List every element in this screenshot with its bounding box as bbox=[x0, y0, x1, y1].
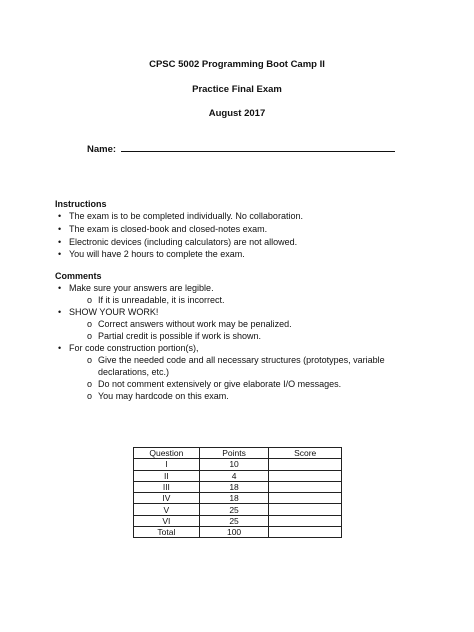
bullet-mark: • bbox=[58, 307, 62, 317]
points-cell: 18 bbox=[199, 493, 269, 504]
sub-bullet-mark: o bbox=[87, 331, 93, 341]
exam-date: August 2017 bbox=[208, 108, 266, 119]
bullet-mark: • bbox=[58, 249, 62, 259]
points-cell: 18 bbox=[199, 481, 269, 492]
bullet-mark: • bbox=[58, 237, 62, 247]
comments-heading: Comments bbox=[55, 271, 102, 281]
points-cell: 25 bbox=[199, 504, 269, 515]
points-cell: 25 bbox=[199, 515, 269, 526]
name-field-line[interactable] bbox=[121, 142, 395, 152]
bullet-mark: • bbox=[58, 224, 62, 234]
score-cell[interactable] bbox=[269, 470, 342, 481]
table-row bbox=[134, 493, 342, 504]
question-cell: III bbox=[134, 481, 200, 492]
question-cell: VI bbox=[134, 515, 200, 526]
name-row bbox=[87, 142, 395, 155]
name-label: Name: bbox=[87, 144, 117, 155]
table-row bbox=[134, 459, 342, 470]
exam-title: Practice Final Exam bbox=[192, 84, 282, 95]
bullet-mark: • bbox=[58, 283, 62, 293]
table-row bbox=[134, 515, 342, 526]
question-cell: II bbox=[134, 470, 200, 481]
question-cell: IV bbox=[134, 493, 200, 504]
score-cell[interactable] bbox=[269, 493, 342, 504]
total-score-cell[interactable] bbox=[269, 527, 342, 538]
score-cell[interactable] bbox=[269, 459, 342, 470]
points-cell: 10 bbox=[199, 459, 269, 470]
total-points-cell: 100 bbox=[199, 527, 269, 538]
bullet-mark: • bbox=[58, 343, 62, 353]
sub-bullet-mark: o bbox=[87, 379, 93, 389]
sub-bullet-mark: o bbox=[87, 319, 93, 329]
score-cell[interactable] bbox=[269, 515, 342, 526]
points-cell: 4 bbox=[199, 470, 269, 481]
sub-bullet-mark: o bbox=[87, 355, 93, 365]
sub-bullet-mark: o bbox=[87, 391, 93, 401]
course-title: CPSC 5002 Programming Boot Camp II bbox=[149, 59, 325, 70]
table-row bbox=[134, 470, 342, 481]
total-label-cell: Total bbox=[134, 527, 200, 538]
question-cell: I bbox=[134, 459, 200, 470]
column-header: Points bbox=[199, 448, 269, 459]
column-header: Score bbox=[269, 448, 342, 459]
score-table bbox=[133, 447, 342, 538]
score-cell[interactable] bbox=[269, 481, 342, 492]
bullet-mark: • bbox=[58, 211, 62, 221]
question-cell: V bbox=[134, 504, 200, 515]
table-row bbox=[134, 481, 342, 492]
table-header-row bbox=[134, 448, 342, 459]
table-row bbox=[134, 504, 342, 515]
sub-bullet-mark: o bbox=[87, 295, 93, 305]
score-cell[interactable] bbox=[269, 504, 342, 515]
instructions-heading: Instructions bbox=[55, 199, 107, 209]
column-header: Question bbox=[134, 448, 200, 459]
table-total-row bbox=[134, 527, 342, 538]
